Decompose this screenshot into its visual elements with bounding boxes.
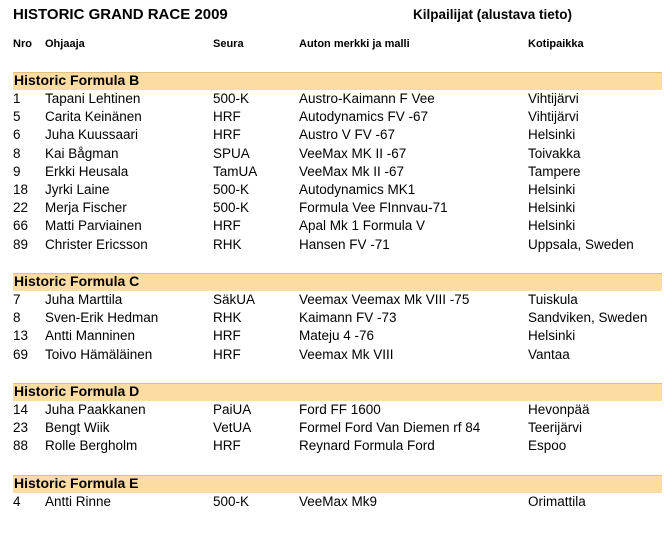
- section-title: Historic Formula D: [14, 383, 140, 399]
- cell-car: Reynard Formula Ford: [299, 438, 435, 454]
- cell-nro: 88: [13, 438, 29, 454]
- cell-driver: Toivo Hämäläinen: [45, 346, 153, 362]
- table-row: [0, 236, 668, 254]
- cell-nro: 89: [13, 236, 29, 252]
- cell-club: 500-K: [213, 181, 250, 197]
- cell-club: SäkUA: [213, 292, 256, 307]
- cell-driver: Matti Parviainen: [45, 218, 142, 234]
- cell-driver: Tapani Lehtinen: [45, 91, 141, 106]
- cell-home: Vantaa: [528, 346, 570, 362]
- cell-nro: 5: [13, 109, 21, 125]
- cell-car: Formula Vee FInnvau-71: [299, 200, 448, 216]
- cell-car: Austro-Kaimann F Vee: [299, 91, 435, 106]
- cell-nro: 13: [13, 328, 29, 344]
- cell-home: Vihtijärvi: [528, 109, 579, 125]
- cell-nro: 6: [13, 127, 21, 143]
- cell-driver: Antti Rinne: [45, 494, 112, 509]
- cell-driver: Jyrki Laine: [45, 181, 110, 197]
- cell-home: Tuiskula: [528, 292, 578, 307]
- cell-car: Austro V FV -67: [299, 127, 396, 143]
- cell-driver: Antti Manninen: [45, 328, 136, 344]
- cell-nro: 14: [13, 402, 29, 417]
- table-row: [0, 437, 668, 455]
- cell-driver: Juha Paakkanen: [45, 402, 146, 417]
- cell-nro: 8: [13, 310, 21, 326]
- section-rows: [0, 493, 668, 511]
- table-row: [0, 327, 668, 345]
- section-rows: [0, 90, 668, 254]
- cell-nro: 8: [13, 145, 21, 161]
- cell-club: HRF: [213, 328, 241, 344]
- cell-nro: 22: [13, 200, 29, 216]
- table-row: [0, 126, 668, 144]
- cell-car: Autodynamics FV -67: [299, 109, 429, 125]
- column-header-nro: Nro: [13, 38, 32, 50]
- column-headers: [0, 38, 668, 56]
- cell-home: Helsinki: [528, 181, 576, 197]
- cell-club: RHK: [213, 310, 242, 326]
- cell-driver: Christer Ericsson: [45, 236, 148, 252]
- cell-home: Uppsala, Sweden: [528, 236, 634, 252]
- cell-driver: Juha Marttila: [45, 292, 123, 307]
- cell-club: HRF: [213, 218, 241, 234]
- cell-club: 500-K: [213, 494, 250, 509]
- cell-club: 500-K: [213, 91, 250, 106]
- section-title: Historic Formula C: [14, 273, 140, 289]
- cell-club: RHK: [213, 236, 242, 252]
- cell-home: Helsinki: [528, 218, 576, 234]
- cell-nro: 69: [13, 346, 29, 362]
- table-row: [0, 419, 668, 437]
- table-row: [0, 199, 668, 217]
- table-row: [0, 145, 668, 163]
- page-title: HISTORIC GRAND RACE 2009: [13, 6, 228, 23]
- cell-home: Orimattila: [528, 494, 586, 509]
- cell-home: Toivakka: [528, 145, 581, 161]
- page-subtitle: Kilpailijat (alustava tieto): [413, 7, 573, 22]
- cell-club: HRF: [213, 346, 241, 362]
- cell-nro: 4: [13, 494, 21, 509]
- cell-car: Mateju 4 -76: [299, 328, 375, 344]
- table-row: [0, 493, 668, 511]
- cell-nro: 18: [13, 181, 29, 197]
- column-header-club: Seura: [213, 38, 244, 50]
- section-rows: [0, 291, 668, 364]
- table-row: [0, 181, 668, 199]
- cell-club: 500-K: [213, 200, 250, 216]
- cell-driver: Sven-Erik Hedman: [45, 310, 159, 326]
- cell-home: Helsinki: [528, 127, 576, 143]
- cell-home: Vihtijärvi: [528, 91, 579, 106]
- cell-driver: Erkki Heusala: [45, 163, 129, 179]
- cell-home: Hevonpää: [528, 402, 590, 417]
- cell-nro: 1: [13, 91, 21, 106]
- cell-nro: 7: [13, 292, 21, 307]
- cell-car: Formel Ford Van Diemen rf 84: [299, 420, 481, 436]
- cell-driver: Juha Kuussaari: [45, 127, 139, 143]
- cell-car: Hansen FV -71: [299, 236, 390, 252]
- cell-driver: Merja Fischer: [45, 200, 127, 216]
- cell-club: TamUA: [213, 163, 258, 179]
- cell-club: PaiUA: [213, 402, 252, 417]
- section-title: Historic Formula E: [14, 475, 139, 491]
- cell-home: Helsinki: [528, 200, 576, 216]
- cell-club: VetUA: [213, 420, 252, 436]
- table-row: [0, 401, 668, 419]
- cell-nro: 23: [13, 420, 29, 436]
- cell-car: Autodynamics MK1: [299, 181, 416, 197]
- cell-driver: Rolle Bergholm: [45, 438, 138, 454]
- cell-nro: 9: [13, 163, 21, 179]
- table-row: [0, 90, 668, 108]
- cell-home: Espoo: [528, 438, 567, 454]
- section-title: Historic Formula B: [14, 72, 140, 88]
- table-row: [0, 163, 668, 181]
- cell-car: Veemax Mk VIII: [299, 346, 394, 362]
- cell-club: SPUA: [213, 145, 250, 161]
- cell-club: HRF: [213, 109, 241, 125]
- table-row: [0, 108, 668, 126]
- cell-club: HRF: [213, 127, 241, 143]
- cell-home: Tampere: [528, 163, 581, 179]
- cell-car: VeeMax Mk9: [299, 494, 378, 509]
- column-header-home: Kotipaikka: [528, 38, 584, 50]
- section-rows: [0, 401, 668, 456]
- page-header: [0, 0, 668, 34]
- cell-home: Helsinki: [528, 328, 576, 344]
- cell-car: VeeMax Mk II -67: [299, 163, 405, 179]
- cell-car: Apal Mk 1 Formula V: [299, 218, 426, 234]
- column-header-driver: Ohjaaja: [45, 38, 85, 50]
- table-row: [0, 291, 668, 309]
- cell-car: Kaimann FV -73: [299, 310, 397, 326]
- cell-home: Teerijärvi: [528, 420, 583, 436]
- cell-nro: 66: [13, 218, 29, 234]
- table-row: [0, 217, 668, 235]
- cell-driver: Kai Bågman: [45, 145, 119, 161]
- column-header-car: Auton merkki ja malli: [299, 38, 410, 50]
- cell-car: VeeMax MK II -67: [299, 145, 407, 161]
- cell-car: Ford FF 1600: [299, 402, 381, 417]
- cell-club: HRF: [213, 438, 241, 454]
- cell-driver: Carita Keinänen: [45, 109, 142, 125]
- cell-home: Sandviken, Sweden: [528, 310, 648, 326]
- table-row: [0, 309, 668, 327]
- cell-driver: Bengt Wiik: [45, 420, 110, 436]
- table-row: [0, 346, 668, 364]
- cell-car: Veemax Veemax Mk VIII -75: [299, 292, 470, 307]
